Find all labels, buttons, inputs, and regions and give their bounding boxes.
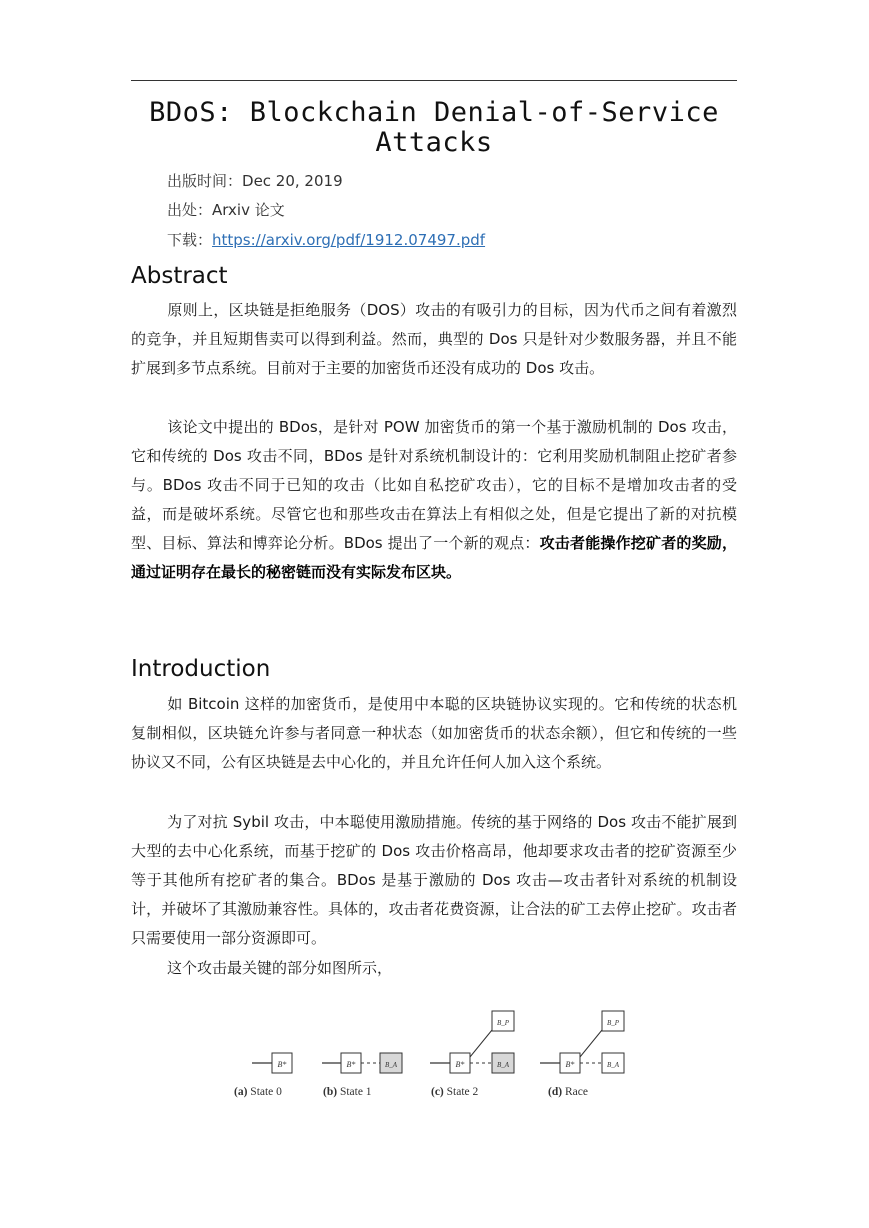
introduction-heading: Introduction <box>131 656 271 682</box>
paragraph-text: 如 Bitcoin 这样的加密货币，是使用中本聪的区块链协议实现的。它和传统的状态机复制相似，区块链允许参与者同意一种状态（如加密货币的状态余额），但它和传统的一些协议又不同，公有区块链是去中心化的，并且允许任何人加入这个系统。 <box>131 695 737 771</box>
subfigure-state-2 <box>430 1011 514 1098</box>
meta-value: Arxiv 论文 <box>212 201 285 219</box>
key-insight-bold: 攻击者能操作挖矿者的奖励，通过证明存在最长的秘密链而没有实际发布区块。 <box>131 534 737 581</box>
subfigure-race <box>540 1011 624 1098</box>
subfigure-tag: (b) <box>323 1086 338 1098</box>
attack-states-figure <box>230 1005 640 1110</box>
paragraph-text: 该论文中提出的 BDos，是针对 POW 加密货币的第一个基于激励机制的 Dos 攻击，它和传统的 Dos 攻击不同，BDos 是针对系统机制设计的：它利用奖励机制阻止挖矿者参与。BDos 攻击不同于已知的攻击（比如自私挖矿攻击），它的目标不是增加攻击者的受益，而是破坏系统。尽管它也和那些攻击在算法上有相似之处，但是它提出了新的对抗模型、目标、算法和博弈论分析。BDos 提出了一个新的观点： <box>131 418 737 552</box>
block-public-label: B_P <box>606 1019 620 1027</box>
block-attacker-label: B_A <box>384 1061 398 1069</box>
subfigure-caption: Race <box>564 1086 588 1098</box>
block-main-label: B* <box>455 1060 465 1069</box>
meta-label: 下载： <box>167 231 213 249</box>
subfigure-caption: State 2 <box>446 1086 479 1098</box>
subfigure-tag: (d) <box>548 1086 563 1098</box>
meta-label: 出版时间： <box>167 172 243 190</box>
meta-value: Dec 20, 2019 <box>242 172 343 190</box>
block-main-label: B* <box>277 1060 287 1069</box>
abstract-heading: Abstract <box>131 263 228 289</box>
figure-diagram <box>230 1005 640 1110</box>
svg-text:(d) Race <box>548 1086 588 1098</box>
subfigure-state-0 <box>234 1053 292 1098</box>
intro-paragraph-1 <box>131 690 737 777</box>
paragraph-text: 这个攻击最关键的部分如图所示， <box>167 959 393 977</box>
svg-text:(c) State 2 <box>431 1086 479 1098</box>
block-main-label: B* <box>346 1060 356 1069</box>
block-attacker-label: B_A <box>606 1061 620 1069</box>
paragraph-text: 原则上，区块链是拒绝服务（DOS）攻击的有吸引力的目标，因为代币之间有着激烈的竞争，并且短期售卖可以得到利益。然而，典型的 Dos 只是针对少数服务器，并且不能扩展到多节点系统。目前对于主要的加密货币还没有成功的 Dos 攻击。 <box>131 301 737 377</box>
top-divider <box>131 80 737 81</box>
download-link[interactable]: https://arxiv.org/pdf/1912.07497.pdf <box>212 231 486 249</box>
document-title: BDoS: Blockchain Denial-of-Service Attacks <box>149 97 719 158</box>
meta-source <box>167 200 285 220</box>
block-public-label: B_P <box>496 1019 510 1027</box>
intro-paragraph-2 <box>131 808 737 953</box>
abstract-paragraph-2 <box>131 413 737 587</box>
svg-text:(b) State 1 <box>323 1086 372 1098</box>
intro-paragraph-3 <box>131 954 737 983</box>
block-main-label: B* <box>565 1060 575 1069</box>
meta-publish-date <box>167 171 343 191</box>
block-attacker-label: B_A <box>496 1061 510 1069</box>
abstract-paragraph-1 <box>131 296 737 383</box>
subfigure-tag: (c) <box>431 1086 444 1098</box>
subfigure-caption: State 0 <box>250 1086 282 1098</box>
svg-text:(a) State 0 <box>234 1086 282 1098</box>
subfigure-caption: State 1 <box>339 1086 372 1098</box>
paragraph-text: 为了对抗 Sybil 攻击，中本聪使用激励措施。传统的基于网络的 Dos 攻击不能扩展到大型的去中心化系统，而基于挖矿的 Dos 攻击价格高昂，他却要求攻击者的挖矿资源至少等于其他所有挖矿者的集合。BDos 是基于激励的 Dos 攻击—攻击者针对系统的机制设计，并破坏了其激励兼容性。具体的，攻击者花费资源，让合法的矿工去停止挖矿。攻击者只需要使用一部分资源即可。 <box>131 813 737 947</box>
subfigure-tag: (a) <box>234 1086 248 1098</box>
meta-download <box>167 230 485 250</box>
meta-label: 出处： <box>167 201 213 219</box>
subfigure-state-1 <box>322 1053 402 1098</box>
